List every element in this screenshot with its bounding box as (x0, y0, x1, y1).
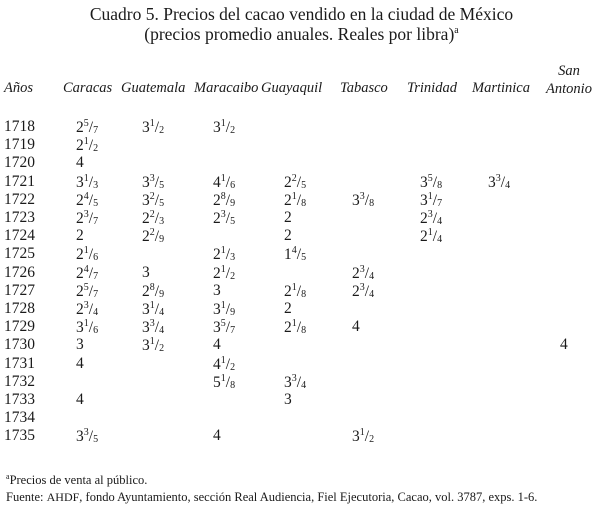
year-cell: 1718 (4, 118, 35, 135)
price-cell-caracas: $3^1/_6$ (76, 318, 99, 337)
price-cell-guatemala: $3^1/_2$ (142, 336, 165, 355)
price-cell-trinidad: $3^1/_7$ (420, 190, 443, 209)
price-cell-martinica: $3^3/_4$ (488, 172, 511, 191)
subtitle-footnote-marker: a (454, 25, 459, 37)
price-cell-maracaibo: $3^5/_7$ (213, 318, 236, 337)
price-cell-san-antonio: 4 (560, 336, 568, 354)
header-anos: Años (4, 80, 33, 96)
price-cell-guatemala: $2^8/_9$ (142, 281, 165, 300)
year-cell: 1731 (4, 354, 35, 372)
year-cell: 1721 (4, 172, 35, 190)
price-cell-guatemala: $2^2/_3$ (142, 209, 165, 227)
price-cell-maracaibo: $3^1/_2$ (213, 118, 236, 136)
year-cell: 1734 (4, 409, 35, 427)
footnote (6, 472, 147, 488)
year-cell: 1726 (4, 263, 35, 281)
subtitle-text: (precios promedio anuales. Reales por libra) (144, 24, 455, 44)
header-guayaquil: Guayaquil (261, 80, 323, 96)
price-cell-guayaquil: $3^3/_4$ (284, 372, 307, 391)
price-cell-guayaquil: 2 (284, 227, 292, 245)
price-cell-maracaibo: $3^1/_9$ (213, 300, 236, 318)
price-cell-guayaquil: 2 (284, 300, 292, 317)
year-cell: 1723 (4, 209, 35, 226)
price-cell-maracaibo: $5^1/_8$ (213, 372, 236, 391)
price-cell-tabasco: $2^3/_4$ (352, 281, 375, 300)
price-cell-caracas: $3^3/_5$ (76, 427, 99, 446)
year-cell: 1729 (4, 318, 35, 336)
price-cell-maracaibo: $2^1/_2$ (213, 263, 236, 282)
header-martinica: Martinica (472, 80, 530, 96)
price-cell-guayaquil: $2^1/_8$ (284, 318, 307, 337)
price-cell-maracaibo: $2^8/_9$ (213, 190, 236, 209)
price-cell-maracaibo: $2^1/_3$ (213, 245, 236, 264)
price-cell-guayaquil: 3 (284, 391, 292, 408)
price-cell-caracas: $2^3/_7$ (76, 209, 99, 227)
price-cell-guayaquil: $2^1/_8$ (284, 190, 307, 209)
header-trinidad: Trinidad (407, 80, 457, 96)
price-cell-caracas: $3^1/_3$ (76, 172, 99, 191)
header-san-antonio: San Antonio (546, 63, 592, 97)
year-cell: 1724 (4, 227, 35, 245)
year-cell: 1733 (4, 391, 35, 408)
price-cell-caracas: 4 (76, 354, 84, 372)
price-cell-guatemala: $3^1/_4$ (142, 300, 165, 318)
header-caracas: Caracas (63, 80, 113, 96)
price-cell-guayaquil: $2^1/_8$ (284, 281, 307, 300)
year-cell: 1720 (4, 154, 35, 172)
price-cell-guatemala: $2^2/_9$ (142, 227, 165, 246)
price-cell-guayaquil: 2 (284, 209, 292, 226)
price-cell-caracas: 3 (76, 336, 84, 354)
price-cell-trinidad: $2^3/_4$ (420, 209, 443, 227)
price-cell-tabasco: $3^3/_8$ (352, 190, 375, 209)
source-note (6, 490, 537, 505)
price-cell-caracas: 4 (76, 391, 84, 408)
header-maracaibo: Maracaibo (194, 80, 259, 96)
year-cell: 1727 (4, 281, 35, 299)
footnote-marker: a (6, 472, 10, 481)
footnote-text: Precios de venta al público. (9, 473, 148, 488)
table-title: Cuadro 5. Precios del cacao vendido en la ciudad de México (89, 4, 514, 24)
price-cell-caracas: $2^5/_7$ (76, 281, 99, 300)
source-label: Fuente: (6, 490, 44, 504)
source-abbr: AHDF (46, 490, 80, 504)
year-cell: 1732 (4, 372, 35, 390)
price-cell-caracas: $2^5/_7$ (76, 118, 99, 136)
price-cell-guatemala: $3^3/_5$ (142, 172, 165, 191)
year-cell: 1725 (4, 245, 35, 263)
year-cell: 1730 (4, 336, 35, 354)
price-cell-guatemala: $3^2/_5$ (142, 190, 165, 209)
price-cell-caracas: $2^1/_2$ (76, 136, 99, 155)
price-cell-caracas: $2^1/_6$ (76, 245, 99, 264)
header-guatemala: Guatemala (121, 80, 186, 96)
price-cell-maracaibo: 3 (213, 281, 221, 299)
price-cell-guayaquil: $1^4/_5$ (284, 245, 307, 264)
price-cell-maracaibo: $4^1/_2$ (213, 354, 236, 373)
price-cell-guayaquil: $2^2/_5$ (284, 172, 307, 191)
price-cell-trinidad: $2^1/_4$ (420, 227, 443, 246)
price-cell-caracas: $2^3/_4$ (76, 300, 99, 318)
year-cell: 1728 (4, 300, 35, 317)
price-cell-caracas: $2^4/_7$ (76, 263, 99, 282)
price-cell-maracaibo: $2^3/_5$ (213, 209, 236, 227)
table-row (0, 427, 603, 449)
year-cell: 1722 (4, 190, 35, 208)
price-cell-caracas: 2 (76, 227, 84, 245)
table-subtitle (0, 24, 603, 45)
price-cell-guatemala: $3^3/_4$ (142, 318, 165, 337)
price-cell-maracaibo: $4^1/_6$ (213, 172, 236, 191)
price-cell-caracas: $2^4/_5$ (76, 190, 99, 209)
price-cell-trinidad: $3^5/_8$ (420, 172, 443, 191)
price-cell-guatemala: 3 (142, 263, 150, 281)
source-text: , fondo Ayuntamiento, sección Real Audiencia, Fiel Ejecutoria, Cacao, vol. 3787, exps. 1-6. (79, 490, 538, 504)
price-cell-guatemala: $3^1/_2$ (142, 118, 165, 136)
price-cell-maracaibo: 4 (213, 427, 221, 445)
price-cell-caracas: 4 (76, 154, 84, 172)
price-cell-tabasco: $2^3/_4$ (352, 263, 375, 282)
price-cell-tabasco: $3^1/_2$ (352, 427, 375, 446)
price-cell-tabasco: 4 (352, 318, 360, 336)
year-cell: 1735 (4, 427, 35, 445)
price-cell-maracaibo: 4 (213, 336, 221, 354)
year-cell: 1719 (4, 136, 35, 154)
header-tabasco: Tabasco (340, 80, 388, 96)
